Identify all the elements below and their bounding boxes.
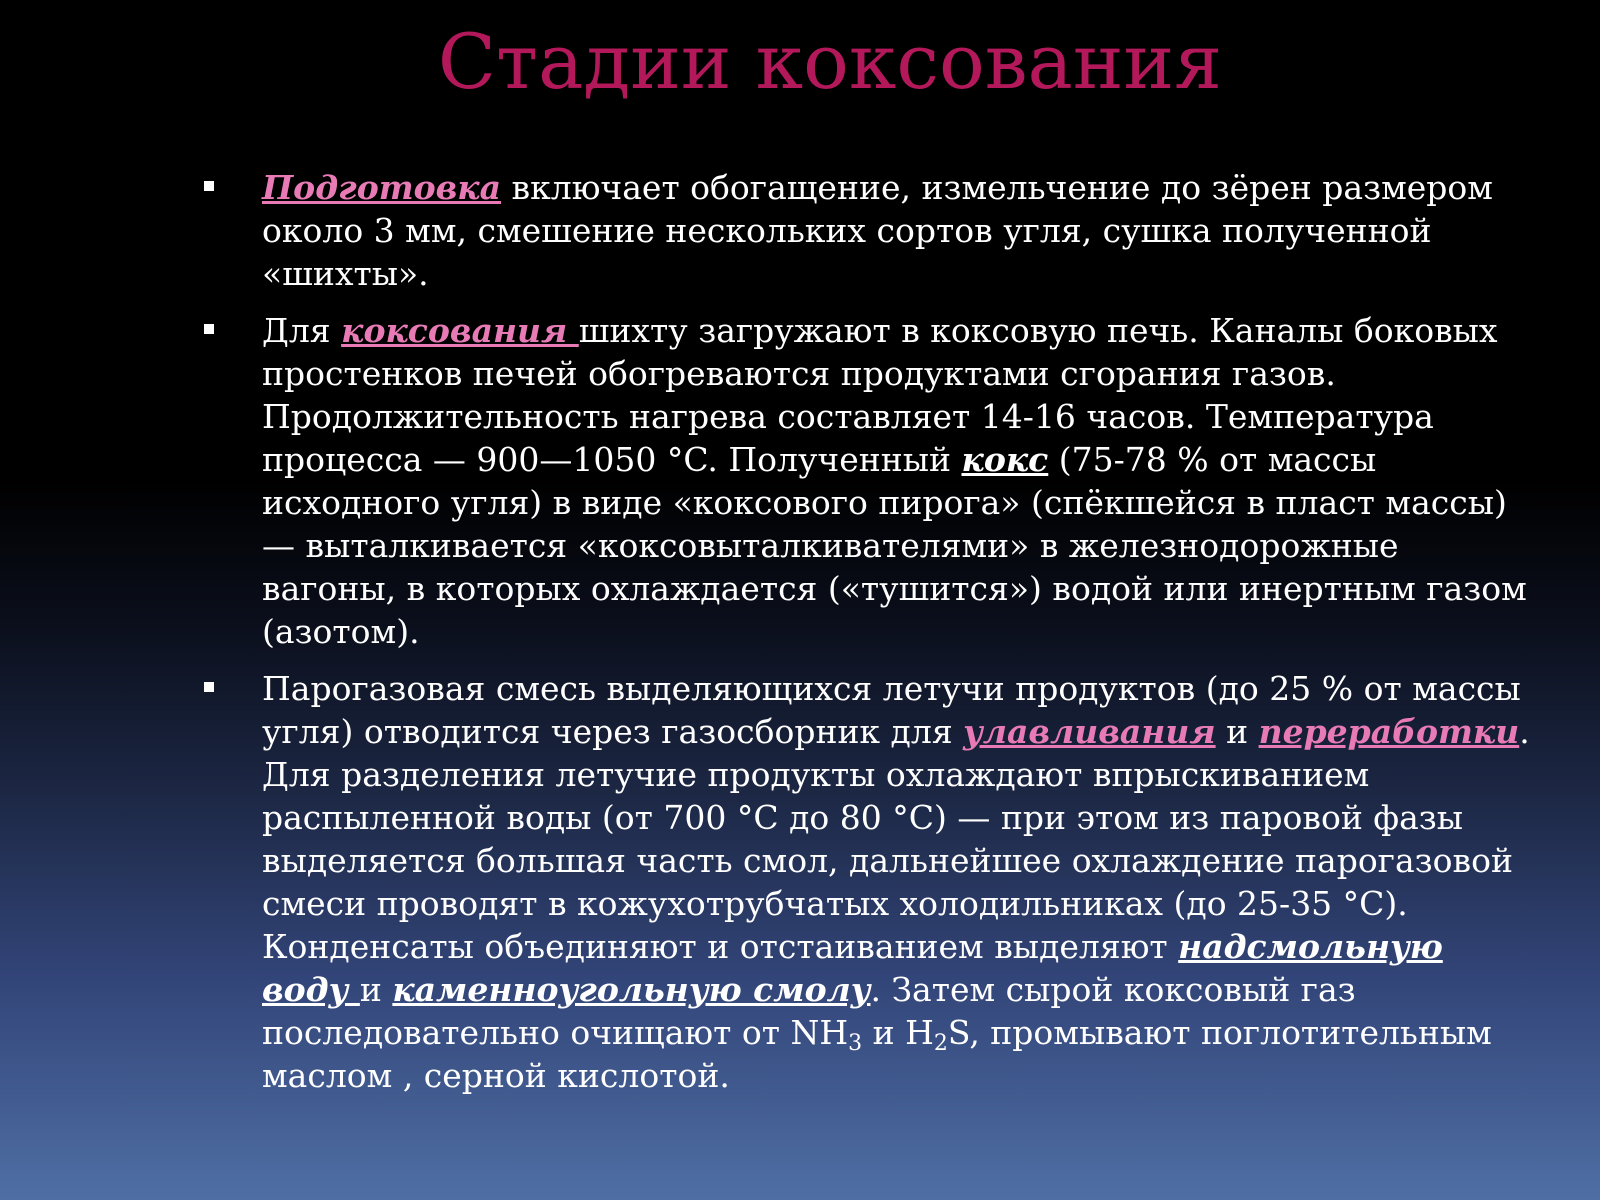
- bullet-list: [198, 166, 1538, 1111]
- bullet-gas-mixture: [198, 667, 1538, 1097]
- bullet-text: (75-78 % от массы исходного угля) в виде «коксового пирога» (спёкшейся в пласт массы) — выталкивается «коксовыталкивателями» в железнодорожные вагоны, в которых охлаждается («тушится») водой или инертным газом (азотом).: [262, 440, 1527, 651]
- keyword-link-tar-water[interactable]: надсмольную воду: [262, 927, 1443, 1009]
- square-bullet-icon: [204, 682, 214, 692]
- bullet-coking: [198, 309, 1538, 653]
- keyword-link-preparation[interactable]: Подготовка: [262, 168, 502, 207]
- slide-title: Стадии коксования: [437, 17, 1223, 106]
- bullet-text: . Для разделения летучие продукты охлаждают впрыскиванием распыленной воды (от 700 °C до 80 °C) — при этом из паровой фазы выделяется большая часть смол, дальнейшее охлаждение парогазовой смеси проводят в кожухотрубчатых холодильниках (до 25-35 °C). Конденсаты объединяют и отстаиванием выделяют: [262, 712, 1530, 966]
- keyword-link-processing[interactable]: переработки: [1258, 712, 1520, 751]
- keyword-link-capture[interactable]: улавливания: [963, 712, 1216, 751]
- bullet-text: и H: [862, 1013, 934, 1052]
- square-bullet-icon: [204, 181, 214, 191]
- keyword-link-coke[interactable]: кокс: [961, 440, 1049, 479]
- bullet-text: Парогазовая смесь выделяющихся летучи продуктов (до 25 % от массы угля) отводится через газосборник для: [262, 669, 1521, 751]
- bullet-preparation: [198, 166, 1538, 295]
- keyword-link-coking[interactable]: коксования: [341, 311, 579, 350]
- bullet-text: Для: [262, 311, 342, 350]
- square-bullet-icon: [204, 324, 214, 334]
- bullet-text: . Затем сырой коксовый газ последовательно очищают от NH: [262, 970, 1356, 1052]
- keyword-link-coal-tar[interactable]: каменноугольную смолу: [392, 970, 871, 1009]
- bullet-text: и: [1215, 712, 1259, 751]
- bullet-text: шихту загружают в коксовую печь. Каналы боковых простенков печей обогреваются продуктами сгорания газов. Продолжительность нагрева составляет 14-16 часов. Температура процесса — 900—1050 °C. Полученный: [262, 311, 1498, 479]
- bullet-text: S, промывают поглотительным маслом , серной кислотой.: [262, 1013, 1492, 1095]
- bullet-text: включает обогащение, измельчение до зёрен размером около 3 мм, смешение нескольких сортов угля, сушка полученной «шихты».: [262, 168, 1493, 293]
- subscript-2: 2: [933, 1031, 948, 1056]
- bullet-text: и: [359, 970, 393, 1009]
- subscript-3: 3: [848, 1031, 863, 1056]
